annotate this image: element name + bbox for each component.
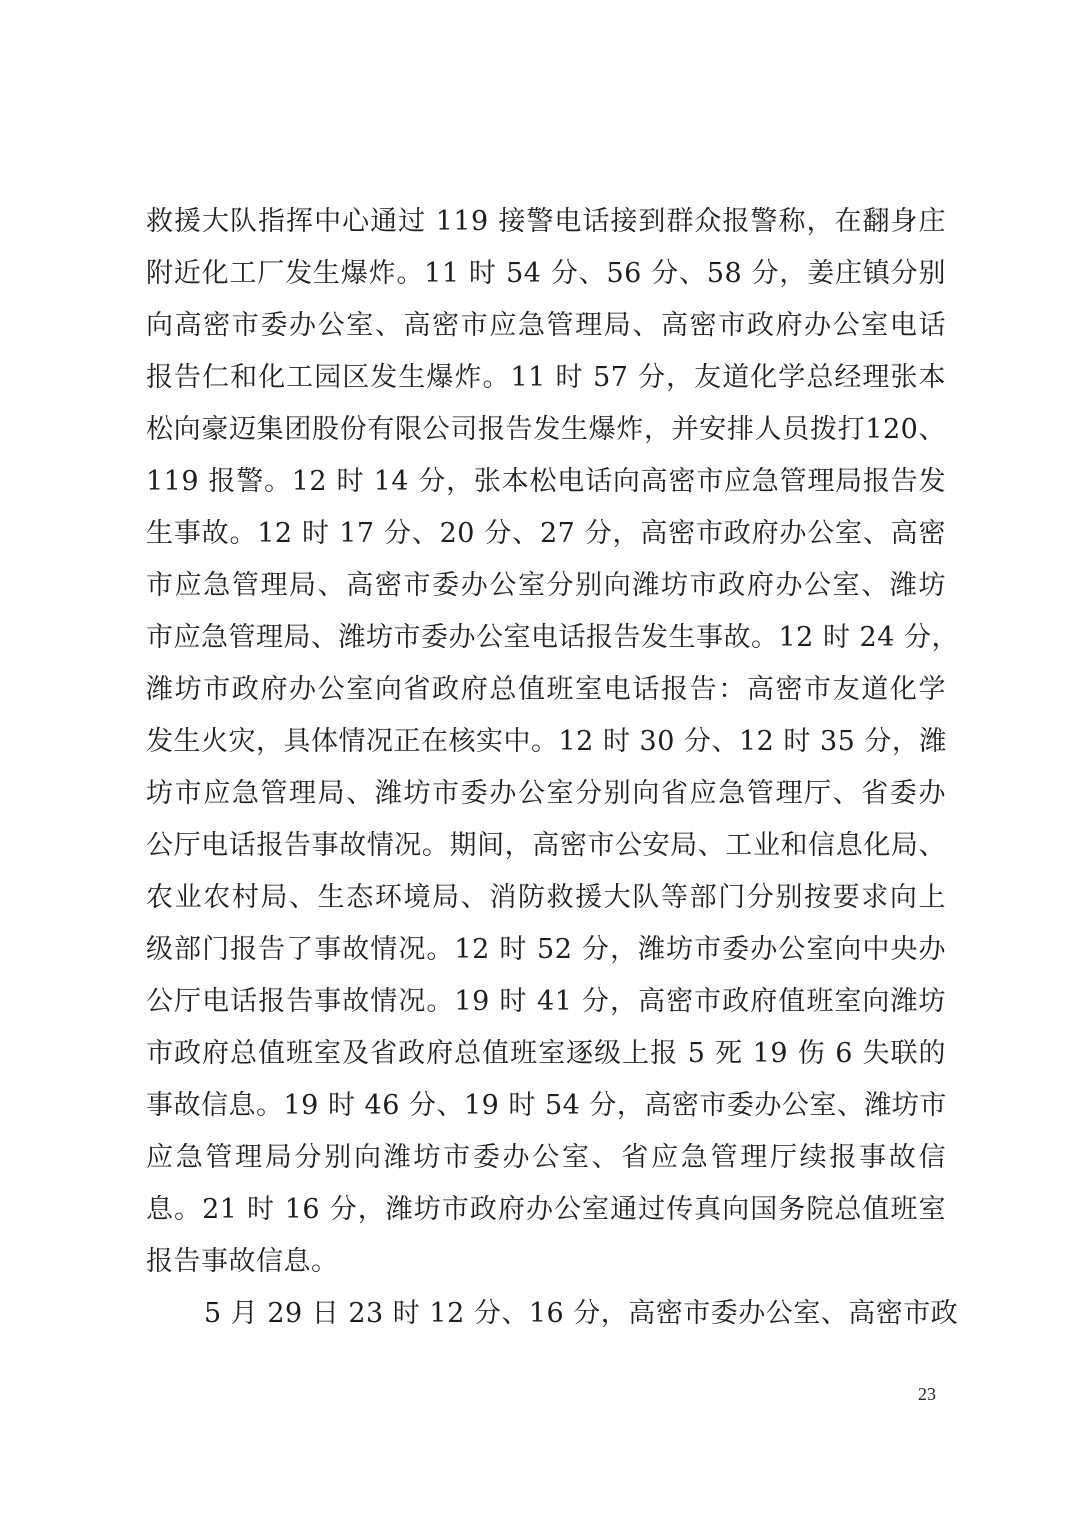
text-line: 公厅电话报告事故情况。19 时 41 分，高密市政府值班室向潍坊 (146, 986, 946, 1017)
text-line: 级部门报告了事故情况。12 时 52 分，潍坊市委办公室向中央办 (146, 934, 946, 965)
text-line: 市政府总值班室及省政府总值班室逐级上报 5 死 19 伤 6 失联的 (146, 1038, 946, 1069)
paragraph-start-line: 5 月 29 日 23 时 12 分、16 分，高密市委办公室、高密市政 (204, 1298, 959, 1329)
text-line: 报告事故信息。 (146, 1246, 339, 1277)
page-number: 23 (918, 1384, 936, 1404)
text-line: 生事故。12 时 17 分、20 分、27 分，高密市政府办公室、高密 (146, 518, 946, 549)
text-line: 潍坊市政府办公室向省政府总值班室电话报告：高密市友道化学 (146, 674, 946, 705)
text-line: 市应急管理局、潍坊市委办公室电话报告发生事故。12 时 24 分， (146, 622, 959, 653)
text-line: 事故信息。19 时 46 分、19 时 54 分，高密市委办公室、潍坊市 (146, 1090, 947, 1121)
text-line: 附近化工厂发生爆炸。11 时 54 分、56 分、58 分，姜庄镇分别 (146, 258, 946, 289)
text-line: 市应急管理局、高密市委办公室分别向潍坊市政府办公室、潍坊 (146, 570, 946, 601)
text-line: 报告仁和化工园区发生爆炸。11 时 57 分，友道化学总经理张本 (146, 362, 946, 393)
text-line: 应急管理局分别向潍坊市委办公室、省应急管理厅续报事故信 (146, 1142, 946, 1173)
text-line: 向高密市委办公室、高密市应急管理局、高密市政府办公室电话 (146, 310, 946, 341)
text-line: 农业农村局、生态环境局、消防救援大队等部门分别按要求向上 (146, 882, 946, 913)
text-line: 松向豪迈集团股份有限公司报告发生爆炸，并安排人员拨打120、 (146, 414, 946, 445)
text-line: 119 报警。12 时 14 分，张本松电话向高密市应急管理局报告发 (146, 466, 946, 497)
text-line: 发生火灾，具体情况正在核实中。12 时 30 分、12 时 35 分，潍 (146, 726, 947, 757)
text-line: 救援大队指挥中心通过 119 接警电话接到群众报警称，在翻身庄 (146, 206, 946, 237)
text-line: 息。21 时 16 分，潍坊市政府办公室通过传真向国务院总值班室 (146, 1194, 946, 1225)
text-line: 坊市应急管理局、潍坊市委办公室分别向省应急管理厅、省委办 (146, 778, 946, 809)
text-line: 公厅电话报告事故情况。期间，高密市公安局、工业和信息化局、 (146, 830, 946, 861)
body-text (146, 196, 959, 1340)
